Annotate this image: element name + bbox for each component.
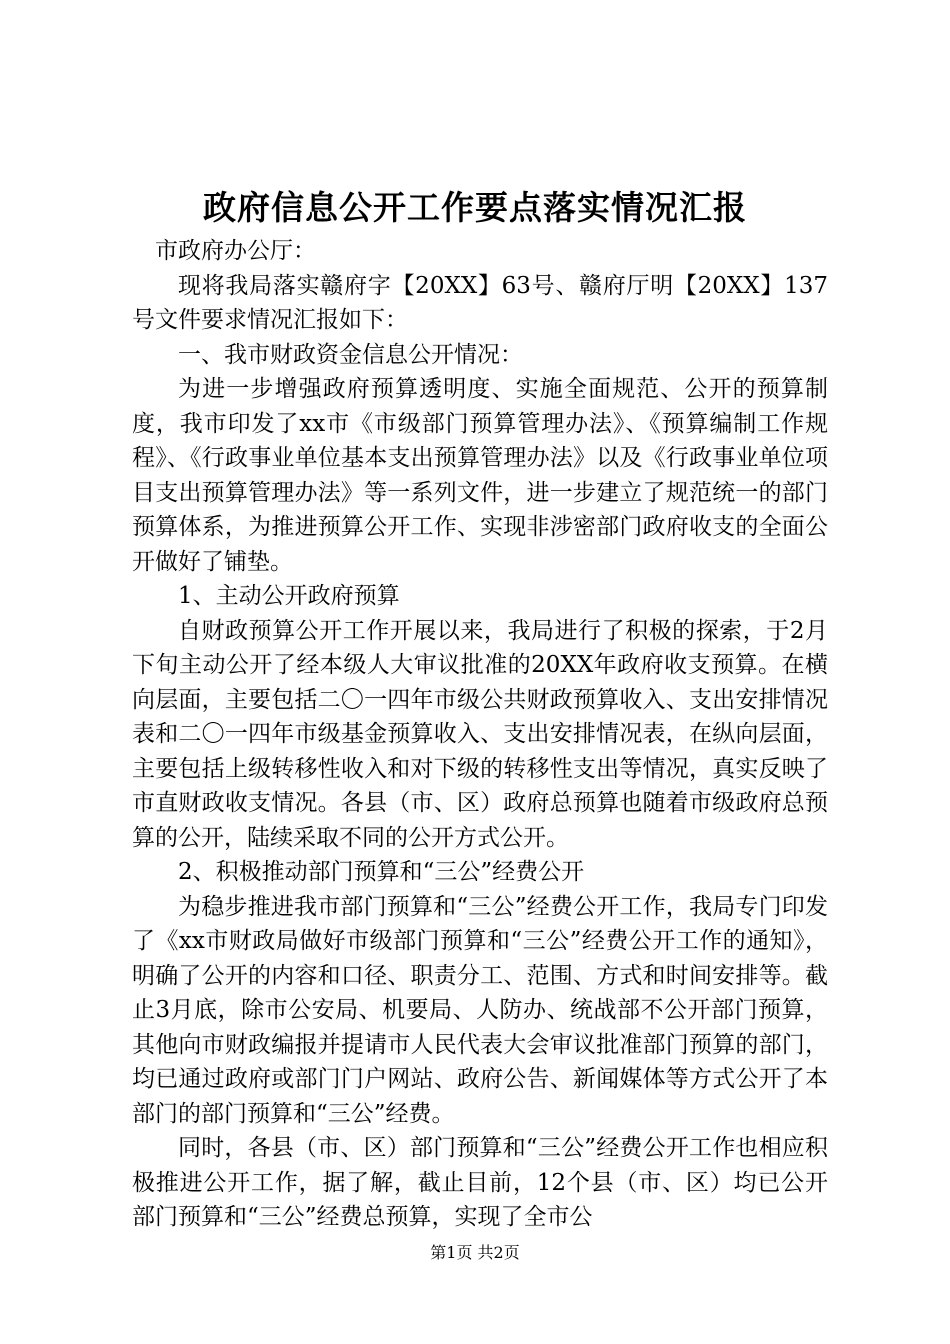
paragraph-government-budget: 自财政预算公开工作开展以来，我局进行了积极的探索，于2月下旬主动公开了经本级人大审议批准的20XX年政府收支预算。在横向层面，主要包括二〇一四年市级公共财政预算收入、支出安排情况表和二〇一四年市级基金预算收入、支出安排情况表，在纵向层面，主要包括上级转移性收入和对下级的转移性支出等情况，真实反映了市直财政收支情况。各县（市、区）政府总预算也随着市级政府总预算的公开，陆续采取不同的公开方式公开。 bbox=[132, 617, 828, 851]
page-footer: 第1页 共2页 bbox=[430, 1243, 520, 1262]
subheading-2: 2、积极推动部门预算和“三公”经费公开 bbox=[178, 859, 585, 885]
document-body bbox=[132, 234, 828, 1235]
section-heading-1: 一、我市财政资金信息公开情况： bbox=[178, 341, 523, 368]
subheading-1: 1、主动公开政府预算 bbox=[178, 583, 400, 609]
intro-paragraph: 现将我局落实赣府字【20XX】63号、赣府厅明【20XX】137号文件要求情况汇报如下： bbox=[132, 272, 828, 333]
paragraph-county-progress: 同时，各县（市、区）部门预算和“三公”经费公开工作也相应积极推进公开工作，据了解，截止目前，12个县（市、区）均已公开部门预算和“三公”经费总预算，实现了全市公 bbox=[132, 1135, 828, 1230]
paragraph-budget-system: 为进一步增强政府预算透明度、实施全面规范、公开的预算制度，我市印发了xx市《市级部门预算管理办法》、《预算编制工作规程》、《行政事业单位基本支出预算管理办法》以及《行政事业单位项目支出预算管理办法》等一系列文件，进一步建立了规范统一的部门预算体系，为推进预算公开工作、实现非涉密部门政府收支的全面公开做好了铺垫。 bbox=[132, 376, 828, 575]
salutation: 市政府办公厅： bbox=[155, 238, 316, 264]
paragraph-department-budget: 为稳步推进我市部门预算和“三公”经费公开工作，我局专门印发了《xx市财政局做好市级部门预算和“三公”经费公开工作的通知》，明确了公开的内容和口径、职责分工、范围、方式和时间安排等。截止3月底，除市公安局、机要局、人防办、统战部不公开部门预算，其他向市财政编报并提请市人民代表大会审议批准部门预算的部门，均已通过政府或部门门户网站、政府公告、新闻媒体等方式公开了本部门的部门预算和“三公”经费。 bbox=[132, 893, 828, 1127]
document-title: 政府信息公开工作要点落实情况汇报 bbox=[203, 188, 747, 227]
